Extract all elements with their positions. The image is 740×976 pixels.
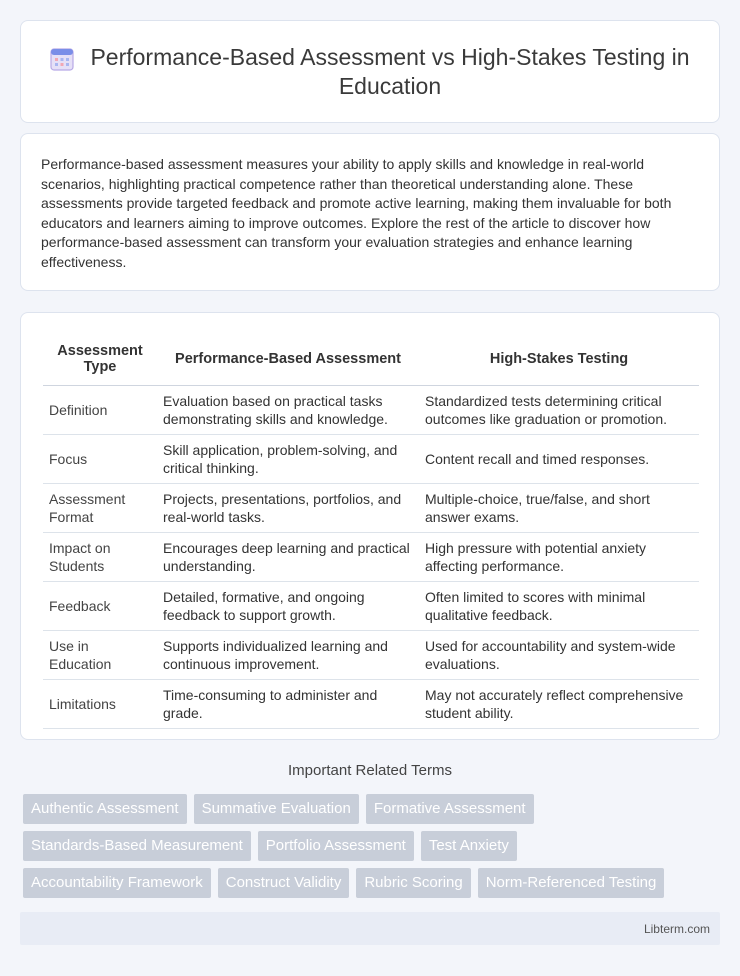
footer-bar [20,912,720,945]
table-row [43,631,699,680]
tag-row [23,831,723,861]
footer-site-link[interactable]: Libterm.com [643,922,710,936]
table-cell: Often limited to scores with minimal qualitative feedback. [419,582,699,631]
related-term-tag[interactable]: Portfolio Assessment [258,831,414,861]
related-term-tag[interactable]: Construct Validity [218,868,350,898]
related-term-tag[interactable]: Accountability Framework [23,868,211,898]
table-row [43,582,699,631]
intro-card [20,133,720,291]
column-header: Performance-Based Assessment [157,332,419,386]
table-cell: Projects, presentations, portfolios, and real-world tasks. [157,484,419,533]
row-label: Use in Education [43,631,157,680]
column-header: High-Stakes Testing [419,332,699,386]
table-cell: High pressure with potential anxiety affecting performance. [419,533,699,582]
table-cell: May not accurately reflect comprehensive student ability. [419,680,699,729]
table-cell: Supports individualized learning and continuous improvement. [157,631,419,680]
page-title: Performance-Based Assessment vs High-Stakes Testing in Education [90,43,690,99]
row-label: Feedback [43,582,157,631]
table-header-row [43,332,699,386]
related-term-tag[interactable]: Test Anxiety [421,831,517,861]
column-header: Assessment Type [43,332,157,386]
intro-paragraph: Performance-based assessment measures your ability to apply skills and knowledge in real-world scenarios, highlighting practical competence rather than theoretical understanding alone. These assessments provide targeted feedback and promote active learning, making them invaluable for both educators and learners aiming to improve outcomes. Explore the rest of the article to discover how performance-based assessment can transform your evaluation strategies and enhance learning effectiveness. [41,156,672,270]
tag-row [23,794,723,824]
row-label: Definition [43,386,157,435]
row-label: Limitations [43,680,157,729]
table-cell: Content recall and timed responses. [419,435,699,484]
table-cell: Used for accountability and system-wide evaluations. [419,631,699,680]
table-row [43,533,699,582]
related-term-tag[interactable]: Summative Evaluation [194,794,359,824]
related-term-tag[interactable]: Norm-Referenced Testing [478,868,665,898]
row-label: Assessment Format [43,484,157,533]
table-cell: Multiple-choice, true/false, and short answer exams. [419,484,699,533]
comparison-table-card [20,312,720,740]
table-row [43,435,699,484]
row-label: Impact on Students [43,533,157,582]
table-cell: Skill application, problem-solving, and critical thinking. [157,435,419,484]
table-cell: Detailed, formative, and ongoing feedback to support growth. [157,582,419,631]
table-cell: Time-consuming to administer and grade. [157,680,419,729]
row-label: Focus [43,435,157,484]
related-terms-list [23,794,723,905]
related-term-tag[interactable]: Rubric Scoring [356,868,470,898]
comparison-table [43,332,699,729]
table-cell: Evaluation based on practical tasks demonstrating skills and knowledge. [157,386,419,435]
related-terms-heading: Important Related Terms [288,762,452,779]
table-row [43,680,699,729]
table-row [43,484,699,533]
table-cell: Encourages deep learning and practical understanding. [157,533,419,582]
tag-row [23,868,723,898]
related-term-tag[interactable]: Standards-Based Measurement [23,831,251,861]
related-term-tag[interactable]: Formative Assessment [366,794,534,824]
table-row [43,386,699,435]
related-term-tag[interactable]: Authentic Assessment [23,794,187,824]
table-cell: Standardized tests determining critical outcomes like graduation or promotion. [419,386,699,435]
header-card [20,20,720,123]
